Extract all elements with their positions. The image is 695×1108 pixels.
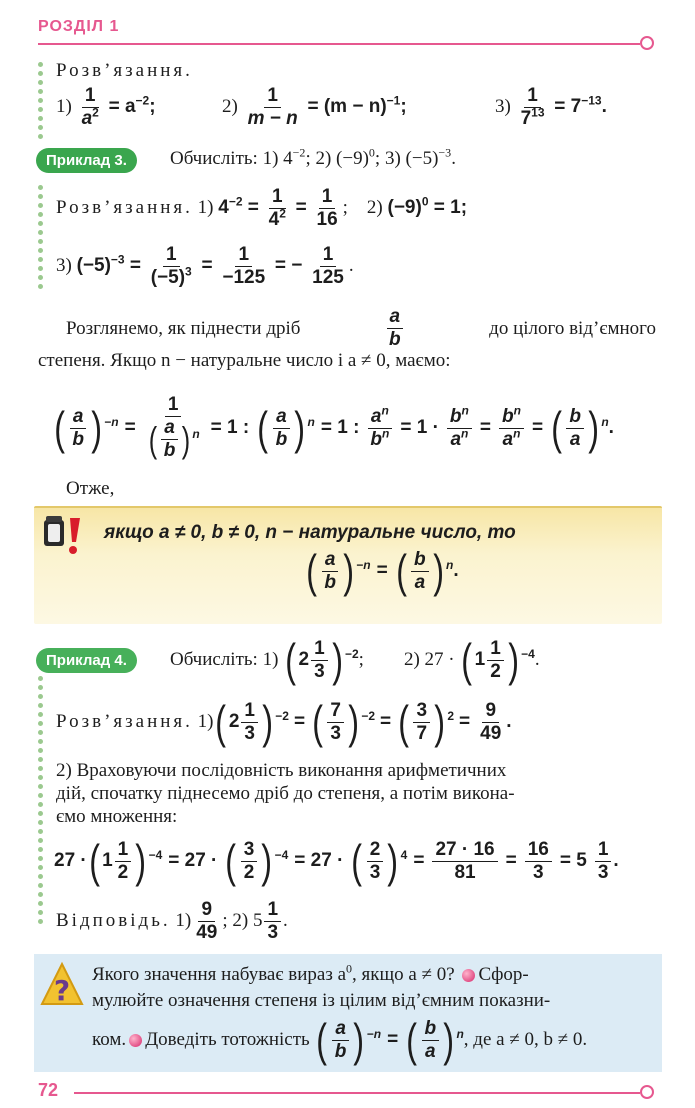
question-line3: ком. Доведіть тотожність ( $\frac{a}{b}$ ) −n = ( $\frac{b}{a}$ ) n , де a ≠ 0, b ≠ 0. bbox=[92, 1014, 588, 1066]
question-mark-icon bbox=[38, 958, 86, 1010]
solution1-item3: 3) $\frac{1}{7^{13}}$ = $7^{-13}$. bbox=[495, 85, 607, 129]
rule-formula: ( $\frac{a}{b}$ ) −n = ( $\frac{b}{a}$ ) n . bbox=[306, 545, 459, 597]
example3-task: Обчисліть: 1) $4^{-2}$; 2) $(-9)^0$; 3) $(-5)^{-3}$. bbox=[170, 145, 456, 169]
example4-para-line1: 2) Враховуючи послідовність виконання арифметичних bbox=[56, 760, 507, 781]
example4-solution-row: Розв’язання. 1) ( 2 $\frac{1}{3}$ ) −2 = ( $\frac{7}{3}$ ) −2 = ( $\frac{3}{7}$ ) 2 = $\frac{9}{49}$ . bbox=[56, 696, 512, 748]
example3-badge: Приклад 3. bbox=[36, 148, 137, 173]
theory-line1: Розглянемо, як піднести дріб $\frac{a}{b}$ до цілого від’ємного bbox=[66, 306, 656, 350]
example4-answer: Відповідь. 1) $\frac{9}{49}$ ; 2) 5 $\frac{1}{3}$ . bbox=[56, 898, 288, 943]
theory-line2: степеня. Якщо n − натуральне число і a ≠ 0, маємо: bbox=[38, 350, 451, 371]
question-line1: Якого значення набуває вираз $a^0$, якщо a ≠ 0? Сфор- bbox=[92, 961, 529, 985]
example4-task: Обчисліть: 1) ( 2 $\frac{1}{3}$ ) −2 ; 2) 27 · ( 1 $\frac{1}{2}$ ) −4 . bbox=[170, 634, 540, 686]
example3-solution-row2: 3) $(-5)^{-3}$ = $\frac{1}{(-5)^3}$ = $\frac{1}{-125}$ = − $\frac{1}{125}$ . bbox=[56, 244, 354, 288]
solution1-item2: 2) $\frac{1}{m - n}$ = $(m - n)^{-1}$; bbox=[222, 85, 407, 129]
dotted-guide bbox=[38, 676, 44, 928]
example4-para-line2: дій, спочатку піднесемо дріб до степеня, а потім викона- bbox=[56, 783, 515, 804]
header-rule bbox=[38, 43, 640, 45]
example4-badge: Приклад 4. bbox=[36, 648, 137, 673]
footer-rule-end bbox=[640, 1085, 654, 1099]
rule-text: якщо a ≠ 0, b ≠ 0, n − натуральне число, то bbox=[104, 522, 516, 543]
example4-para-line3: ємо множення: bbox=[56, 806, 178, 827]
section-header: РОЗДІЛ 1 bbox=[38, 18, 120, 35]
solution-label: Розв’язання. bbox=[56, 60, 193, 81]
derivation-formula: ( $\frac{a}{b}$ ) −n = 1 ( $\frac{a}{b}$ ) n = 1 : ( $\frac{a}{b}$ ) n = 1 : $\frac{a^n}{b^n}$ = 1 · $\frac{b^n}{a^n}$ = $\frac{b^n}{a^n}$ = ( $\frac{b}{a}$ ) n . bbox=[54, 393, 614, 461]
example4-calc: 27 · ( 1 $\frac{1}{2}$ ) −4 = 27 · ( $\frac{3}{2}$ ) −4 = 27 · ( $\frac{2}{3}$ ) 4 = $\frac{27 \cdot 16}{81}$ = $\frac{16}{3}$ = 5 $\frac{1}{3}$ . bbox=[54, 835, 619, 887]
otzhe-text: Отже, bbox=[66, 478, 115, 499]
bullet-icon bbox=[129, 1034, 142, 1047]
dotted-guide bbox=[38, 62, 44, 143]
solution1-formulas: 1) $\frac{1}{a^2}$ = $a^{-2}$; bbox=[56, 85, 156, 129]
bullet-icon bbox=[462, 969, 475, 982]
footer-rule bbox=[74, 1092, 640, 1094]
page-number: 72 bbox=[38, 1080, 59, 1100]
svg-text:?: ? bbox=[53, 974, 71, 1007]
example3-solution-row1: Розв’язання. 1) $4^{-2}$ = $\frac{1}{4^2}$ = $\frac{1}{16}$ ; 2) $(-9)^0 = 1$; bbox=[56, 186, 468, 230]
dotted-guide bbox=[38, 185, 44, 293]
question-line2: мулюйте означення степеня із цілим від’ємним показни- bbox=[92, 990, 551, 1011]
header-rule-end bbox=[640, 36, 654, 50]
clip-exclamation-icon bbox=[40, 512, 86, 558]
